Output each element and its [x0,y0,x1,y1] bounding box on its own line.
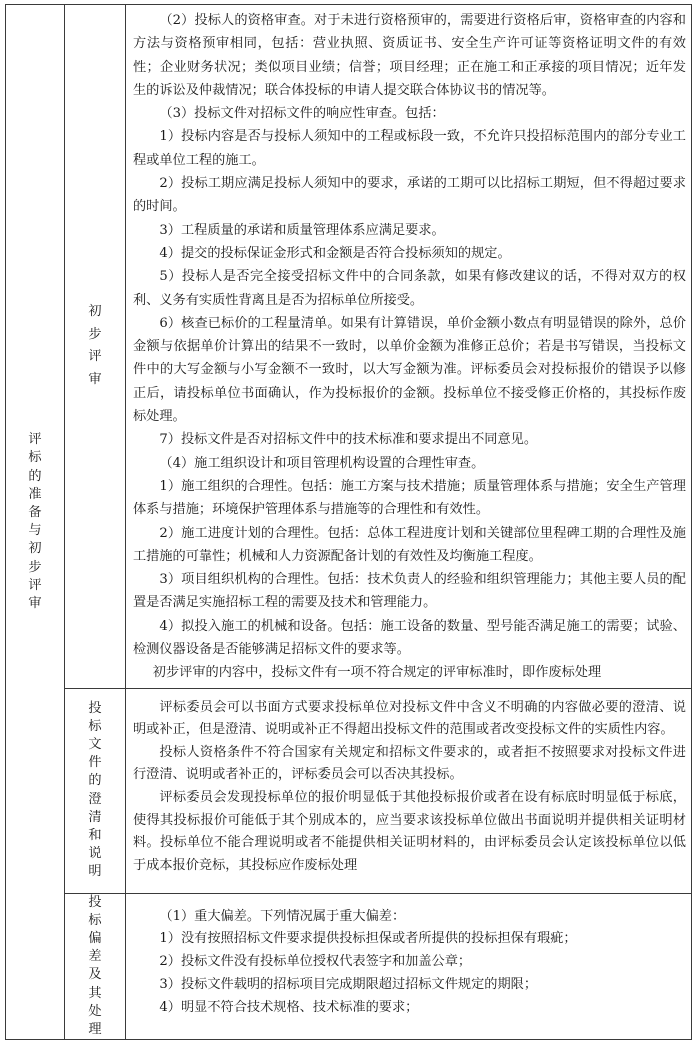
paragraph: （3）投标文件对招标文件的响应性审查。包括： [159,106,445,122]
row-label-preliminary-review: 初步评审 [88,303,102,387]
paragraph: 1）投标内容是否与投标人须知中的工程或标段一致，不允许只投招标范围内的部分专业工程或单位工程的施工。 [133,129,686,168]
table-row [6,893,692,1040]
paragraph: 4）拟投入施工的机械和设备。包括：施工设备的数量、型号能否满足施工的需要；试验、检测仪器设备是否能够满足招标文件的要求等。 [133,618,686,658]
paragraph: 1）没有按照招标文件要求提供投标担保或者所提供的投标担保有瑕疵； [159,931,577,947]
row-label-clarification: 投标文件的澄清和说明 [88,700,102,880]
paragraph: （4）施工组织设计和项目管理机构设置的合理性审查。 [159,455,485,471]
row-label-deviation: 投标偏差及其处理 [88,894,102,1038]
paragraph: 3）投标文件载明的招标项目完成期限超过招标文件规定的期限； [159,977,538,992]
row-label-cell [65,5,126,689]
table-row [6,688,692,893]
row-label-cell [65,893,126,1040]
paragraph: 初步评审的内容中，投标文件有一项不符合规定的评审标准时，即作废标处理 [152,665,602,681]
paragraph: 评标委员会发现投标单位的报价明显低于其他投标报价或者在设有标底时明显低于标底，使得其投标报价可能低于其个别成本的，应当要求该投标单位做出书面说明并提供相关证明材料。投标单位不能合理说明或者不能提供相关证明材料的，由评标委员会认定该投标单位以低于成本报价竞标，其投标应作废标处理 [133,789,686,873]
paragraph: 3）项目组织机构的合理性。包括：技术负责人的经验和组织管理能力；其他主要人员的配置是否满足实施招标工程的需要及技术和管理能力。 [133,572,686,611]
paragraph: 投标人资格条件不符合国家有关规定和招标文件要求的，或者拒不按照要求对投标文件进行澄清、说明或者补正的，评标委员会可以否决其投标。 [133,744,686,783]
paragraph: （2）投标人的资格审查。对于未进行资格预审的，需要进行资格后审，资格审查的内容和方法与资格预审相同，包括：营业执照、资质证书、安全生产许可证等资格证明文件的有效性；企业财务状况；类似项目业绩；信誉；项目经理；正在施工和正承接的项目情况；近年发生的诉讼及仲裁情况；联合体投标的申请人提交联合体协议书的情况等。 [133,13,686,98]
paragraph: 3）工程质量的承诺和质量管理体系应满足要求。 [159,222,445,238]
paragraph: 5）投标人是否完全接受招标文件中的合同条款，如果有修改建议的话，不得对双方的权利、义务有实质性背离且是否为招标单位所接受。 [133,269,686,308]
paragraph: 2）投标工期应满足投标人须知中的要求，承诺的工期可以比招标工期短，但不得超过要求的时间。 [133,176,686,215]
table-row [6,5,692,689]
content-cell [126,5,692,689]
deviation-content [126,894,691,1023]
content-cell [126,688,692,893]
paragraph: 4）提交的投标保证金形式和金额是否符合投标须知的规定。 [159,245,511,261]
clarification-content [126,689,691,881]
paragraph: 1）施工组织的合理性。包括：施工方案与技术措施；质量管理体系与措施；安全生产管理体系与措施；环境保护管理体系与措施等的合理性和有效性。 [133,478,686,518]
paragraph: 4）明显不符合技术规格、技术标准的要求； [159,999,419,1015]
section-label-cell [6,5,65,1040]
preliminary-review-content [126,5,691,688]
paragraph: 2）施工进度计划的合理性。包括：总体工程进度计划和关键部位里程碑工期的合理性及施工措施的可靠性；机械和人力资源配备计划的有效性及均衡施工程度。 [133,525,686,564]
paragraph: 6）核查已标价的工程量清单。如果有计算错误，单价金额小数点有明显错误的除外，总价金额与依据单价计算出的结果不一致时，以单价金额为准修正总价；若是书写错误，当投标文件中的大写金额与小写金额不一致时，以大写金额为准。评标委员会对投标报价的错误予以修正后，请投标单位书面确认，作为投标报价的金额。投标单位不接受修正价格的，其投标作废标处理。 [133,315,686,425]
paragraph: 评标委员会可以书面方式要求投标单位对投标文件中含义不明确的内容做必要的澄清、说明或补正，但是澄清、说明或补正不得超出投标文件的范围或者改变投标文件的实质性内容。 [133,699,686,738]
row-label-cell [65,688,126,893]
section-label: 评标的准备与初步评审 [28,432,42,612]
paragraph: 2）投标文件没有投标单位授权代表签字和加盖公章； [159,954,472,970]
paragraph: （1）重大偏差。下列情况属于重大偏差： [159,908,406,924]
content-cell [126,893,692,1040]
paragraph: 7）投标文件是否对招标文件中的技术标准和要求提出不同意见。 [159,432,538,448]
evaluation-table [5,4,692,1040]
